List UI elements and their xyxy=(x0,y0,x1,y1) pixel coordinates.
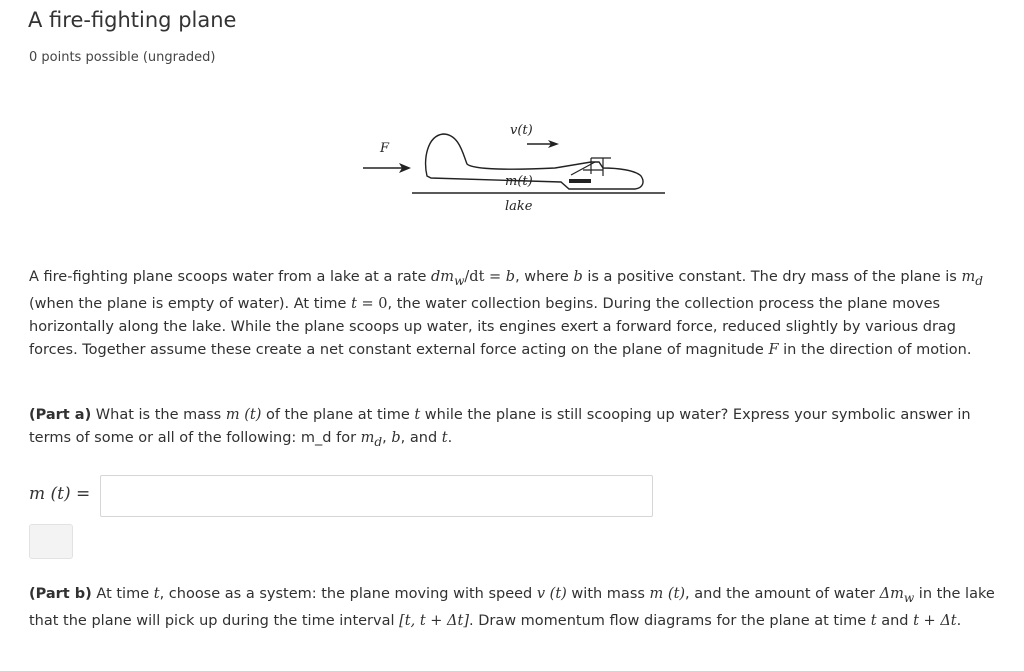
part-a-question: (Part a) What is the mass m (t) of the plane at time t while the plane is still scooping up water? Express your symbolic answer in terms of some or all of the following: m_d for $m_d$, b, and t. xyxy=(29,407,971,449)
answer-input[interactable] xyxy=(100,475,653,517)
problem-title: A fire-fighting plane xyxy=(28,8,237,32)
math-preview-box xyxy=(29,524,73,559)
force-label: F xyxy=(380,141,390,156)
velocity-label: v(t) xyxy=(510,123,533,138)
points-possible: 0 points possible (ungraded) xyxy=(29,50,216,65)
plane-body xyxy=(426,134,643,189)
lake-label: lake xyxy=(505,199,533,214)
answer-label: m (t) = xyxy=(29,484,91,504)
problem-intro: A fire-fighting plane scoops water from a lake at a rate $dm_w/dt = b$, where b is a positive constant. The dry mass of the plane is $m_d$ (when the plane is empty of water). At time t = 0, the water collection begins. During the collection process the plane moves horizontally along the lake. While the plane scoops up water, its engines exert a forward force, reduced slightly by various drag forces. Together assume these create a net constant external force acting on the plane of magnitude F in the direction of motion. xyxy=(29,269,983,358)
part-b-question: (Part b) At time t, choose as a system: the plane moving with speed v (t) with mass m (t), and the amount of water $\Delta m_w$ in the lake that the plane will pick up during the time interval [t, t + Δt]. Draw momentum flow diagrams for the plane at time t and t + Δt. xyxy=(29,586,995,629)
plane-diagram xyxy=(355,118,675,218)
mass-label: m(t) xyxy=(505,174,533,189)
